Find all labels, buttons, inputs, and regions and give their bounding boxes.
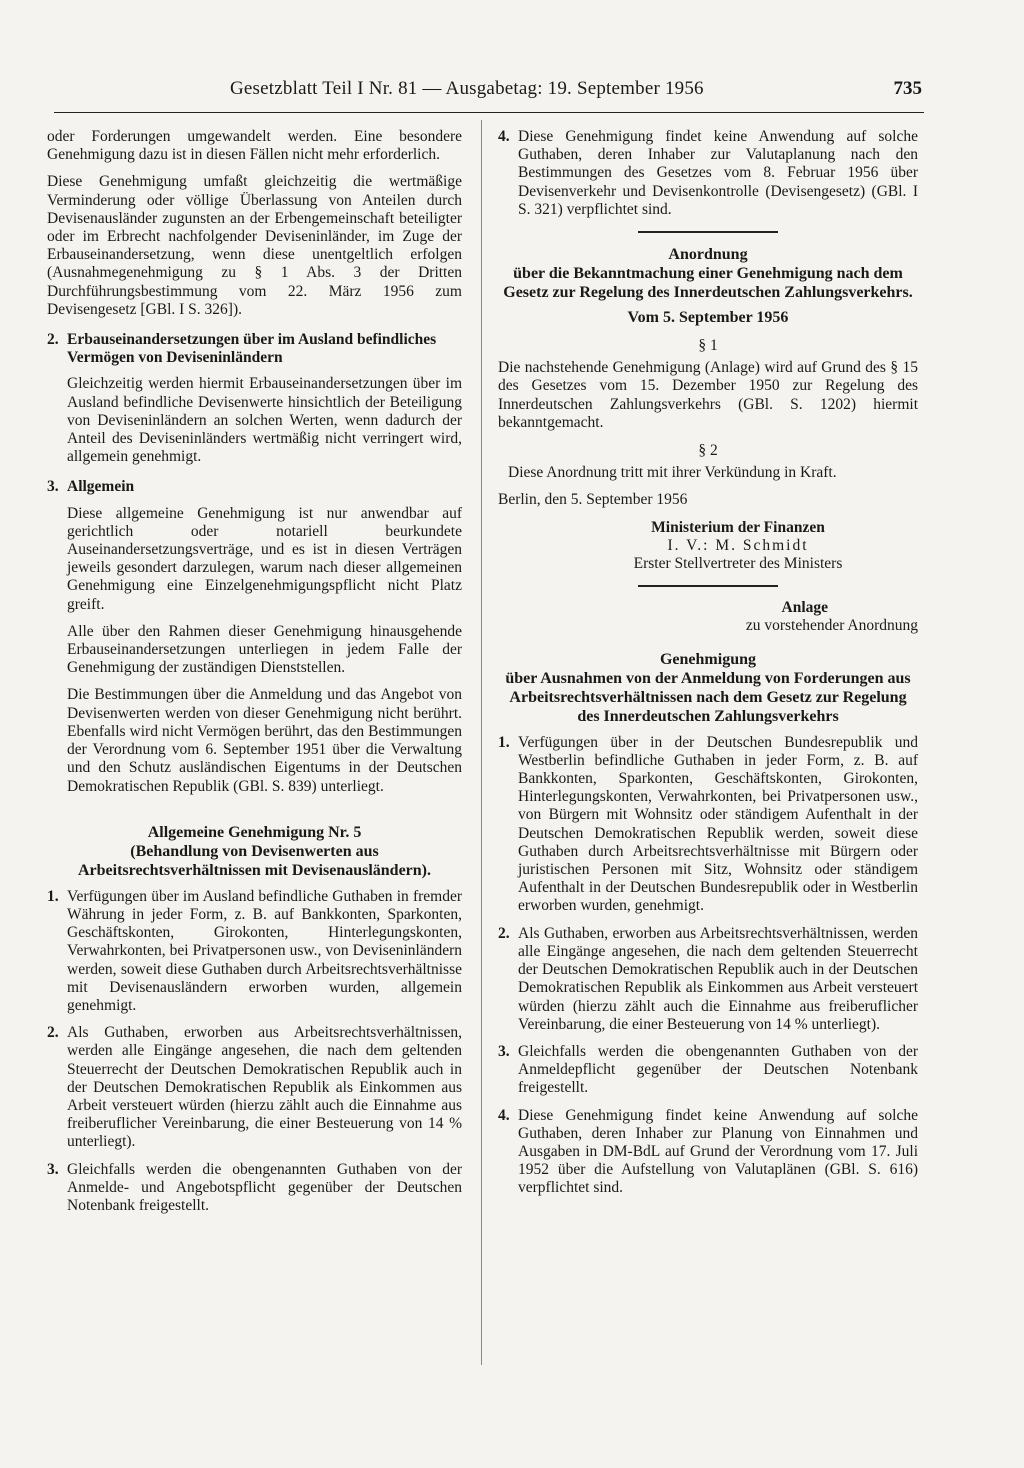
general-permit-title: Allgemeine Genehmigung Nr. 5 xyxy=(147,823,362,841)
item-number: 2. xyxy=(498,924,510,942)
item-text: Verfügungen über im Ausland befindliche Guthaben in fremder Währung in jeder Form, z. B. auf Bankkonten, Sparkonten, Geschäftskonten, Girokonten, Hinterlegungskonten, Verwahrkonten, bei Privatpersonen usw., von Deviseninländern werden, soweit diese Guthaben durch Arbeitsrechtsverhältnisse mit Devisenausländern erworben wurden, allgemein genehmigt. xyxy=(67,887,462,1014)
paragraph-symbol: § 2 xyxy=(698,442,718,460)
page-number: 735 xyxy=(893,78,922,99)
item-text: Diese Genehmigung findet keine Anwendung auf solche Guthaben, deren Inhaber zur Planung von Einnahmen und Ausgaben in DM-BdL auf Grund der Verordnung vom 17. Juli 1952 über die Aufstellung von Valutaplänen (GBl. S. 616) verpflichtet sind. xyxy=(518,1106,918,1197)
paragraph-text: Die nachstehende Genehmigung (Anlage) wird auf Grund des § 15 des Gesetzes vom 15. Dezember 1950 zur Regelung des Innerdeutschen Zahlungsverkehrs (GBl. S. 1202) hiermit bekanntgemacht. xyxy=(498,359,918,431)
section-heading: Erbauseinandersetzungen über im Ausland befindliches Vermögen von Deviseninländern xyxy=(67,331,437,367)
annex-subtitle: zu vorstehender Anordnung xyxy=(745,617,918,635)
paragraph-symbol: § 1 xyxy=(698,337,718,355)
item-number: 1. xyxy=(498,733,510,751)
item-number: 3. xyxy=(47,1160,59,1178)
section-rule xyxy=(638,585,778,587)
permit-subtitle: über Ausnahmen von der Anmeldung von Forderungen aus Arbeitsrechtsverhältnissen nach dem Gesetz zur Regelung des Innerdeutschen Zahlungsverkehrs xyxy=(505,669,911,725)
list-item xyxy=(47,1161,462,1216)
item-number: 1. xyxy=(47,887,59,905)
annex-label: Anlage xyxy=(781,599,828,617)
ordinance-date: Vom 5. September 1956 xyxy=(627,309,789,327)
section-text: Die Bestimmungen über die Anmeldung und das Angebot von Devisenwerten werden von dieser Genehmigung nicht berührt. Ebenfalls wird nicht Vermögen berührt, das den Bestimmungen der Verordnung vom 6. September 1951 über die Verwaltung und den Schutz ausländischen Eigentums in der Deutschen Demokratischen Republik (GBl. S. 839) unterliegt. xyxy=(67,686,462,795)
paragraph-text: Diese Anordnung tritt mit ihrer Verkündung in Kraft. xyxy=(508,464,837,482)
gazette-title: Gesetzblatt Teil I Nr. 81 — Ausgabetag: 19. September 1956 xyxy=(230,78,704,99)
item-text: Als Guthaben, erworben aus Arbeitsrechtsverhältnissen, werden alle Eingänge angesehen, die nach dem geltenden Steuerrecht der Deutschen Demokratischen Republik auch in der Deutschen Demokratischen Republik als Einkommen aus Arbeit versteuert würden (hierzu zählt auch die Einnahme aus freiberuflicher Vereinbarung, die einer Besteuerung von 14 % unterliegt). xyxy=(67,1024,462,1151)
section-number: 2. xyxy=(47,331,59,349)
list-item xyxy=(498,1043,918,1098)
item-text: Verfügungen über in der Deutschen Bundesrepublik und Westberlin befindliche Guthaben in jeder Form, z. B. auf Bankkonten, Sparkonten, Geschäftskonten, Girokonten, Hinterlegungskonten, Verwahrkonten, bei Privatpersonen usw., von Bürgern mit Wohnsitz oder ständigem Aufenthalt in der Deutschen Demokratischen Republik werden, soweit diese Guthaben durch Arbeitsrechtsverhältnisse mit Bürgern oder juristischen Personen mit Sitz, Wohnsitz oder ständigem Aufenthalt in der Deutschen Bundesrepublik oder in Westberlin erworben wurden, genehmigt. xyxy=(518,733,918,915)
ordinance-subtitle: über die Bekanntmachung einer Genehmigung nach dem Gesetz zur Regelung des Innerdeutschen Zahlungsverkehrs. xyxy=(503,265,913,302)
header-rule xyxy=(54,112,924,113)
signer-name: I. V.: M. Schmidt xyxy=(667,536,809,554)
list-item xyxy=(498,1107,918,1198)
list-item xyxy=(498,925,918,1034)
place-date: Berlin, den 5. September 1956 xyxy=(498,491,688,509)
item-number: 2. xyxy=(47,1024,59,1042)
intro-paragraph: Diese Genehmigung umfaßt gleichzeitig die wertmäßige Verminderung oder völlige Überlassung von Anteilen durch Devisenausländer zugunsten an der Erbengemeinschaft beteiligter oder im Erbrecht nachfolgender Deviseninländer, im Zuge der Erbauseinandersetzung, wenn diese unentgeltlich erfolgen (Ausnahmegenehmigung zu § 1 Abs. 3 der Dritten Durchführungsbestimmung vom 22. März 1956 zum Devisengesetz [GBl. I S. 326]). xyxy=(47,173,462,318)
item-text: Diese Genehmigung findet keine Anwendung auf solche Guthaben, deren Inhaber zur Valutaplanung nach den Bestimmungen des Gesetzes vom 8. Februar 1956 über Devisenverkehr und Devisenkontrolle (Devisengesetz) (GBl. I S. 321) verpflichtet sind. xyxy=(518,128,918,218)
general-permit-subtitle: (Behandlung von Devisenwerten aus Arbeitsrechtsverhältnissen mit Devisenausländern). xyxy=(77,842,432,879)
section-text: Diese allgemeine Genehmigung ist nur anwendbar auf gerichtlich oder notariell beurkundete Auseinandersetzungsverträge, und es ist in diesen Verträgen jeweils gesondert darzulegen, warum nach dieser allgemeinen Genehmigung eine Einzelgenehmigungspflicht nicht Platz greift. xyxy=(67,504,462,613)
list-item xyxy=(47,888,462,1015)
section-3 xyxy=(47,478,462,795)
section-heading: Allgemein xyxy=(67,478,135,496)
intro-paragraph: oder Forderungen umgewandelt werden. Eine besondere Genehmigung dazu ist in diesen Fällen nicht mehr erforderlich. xyxy=(47,128,462,164)
list-item xyxy=(498,128,918,219)
column-divider xyxy=(481,120,482,1365)
ordinance-title: Anordnung xyxy=(668,246,748,264)
left-column xyxy=(47,128,462,1224)
section-text: Gleichzeitig werden hiermit Erbauseinandersetzungen über im Ausland befindliche Devisenwerte hinsichtlich der Beteiligung von Deviseninländern an solchen Werten, wenn dadurch der Anteil des Deviseninländers wertmäßig nicht verringert wird, allgemein genehmigt. xyxy=(67,375,462,466)
item-number: 4. xyxy=(498,128,510,145)
page-header xyxy=(40,78,922,104)
signer-role: Erster Stellvertreter des Ministers xyxy=(633,555,843,573)
item-text: Gleichfalls werden die obengenannten Guthaben von der Anmeldepflicht gegenüber der Deutschen Notenbank freigestellt. xyxy=(518,1042,918,1097)
item-text: Als Guthaben, erworben aus Arbeitsrechtsverhältnissen, werden alle Eingänge angesehen, die nach dem geltenden Steuerrecht der Deutschen Demokratischen Republik auch in der Deutschen Demokratischen Republik als Einkommen aus Arbeit versteuert würden (hierzu zählt auch die Einnahme aus freiberuflicher Vereinbarung, die einer Besteuerung von 14 % unterliegt). xyxy=(518,924,918,1033)
section-text: Alle über den Rahmen dieser Genehmigung hinausgehende Erbauseinandersetzungen unterliegen in jedem Falle der Genehmigung der zuständigen Dienststellen. xyxy=(67,622,462,677)
ministry-name: Ministerium der Finanzen xyxy=(651,518,825,536)
list-item xyxy=(498,734,918,916)
section-rule xyxy=(638,231,778,233)
item-number: 4. xyxy=(498,1106,510,1124)
right-column xyxy=(498,128,918,1207)
list-item xyxy=(47,1024,462,1151)
section-number: 3. xyxy=(47,478,59,496)
section-2 xyxy=(47,331,462,466)
item-text: Gleichfalls werden die obengenannten Guthaben von der Anmelde- und Angebotspflicht gegenüber der Deutschen Notenbank freigestellt. xyxy=(67,1160,462,1214)
item-number: 3. xyxy=(498,1042,510,1060)
permit-title: Genehmigung xyxy=(659,650,756,668)
